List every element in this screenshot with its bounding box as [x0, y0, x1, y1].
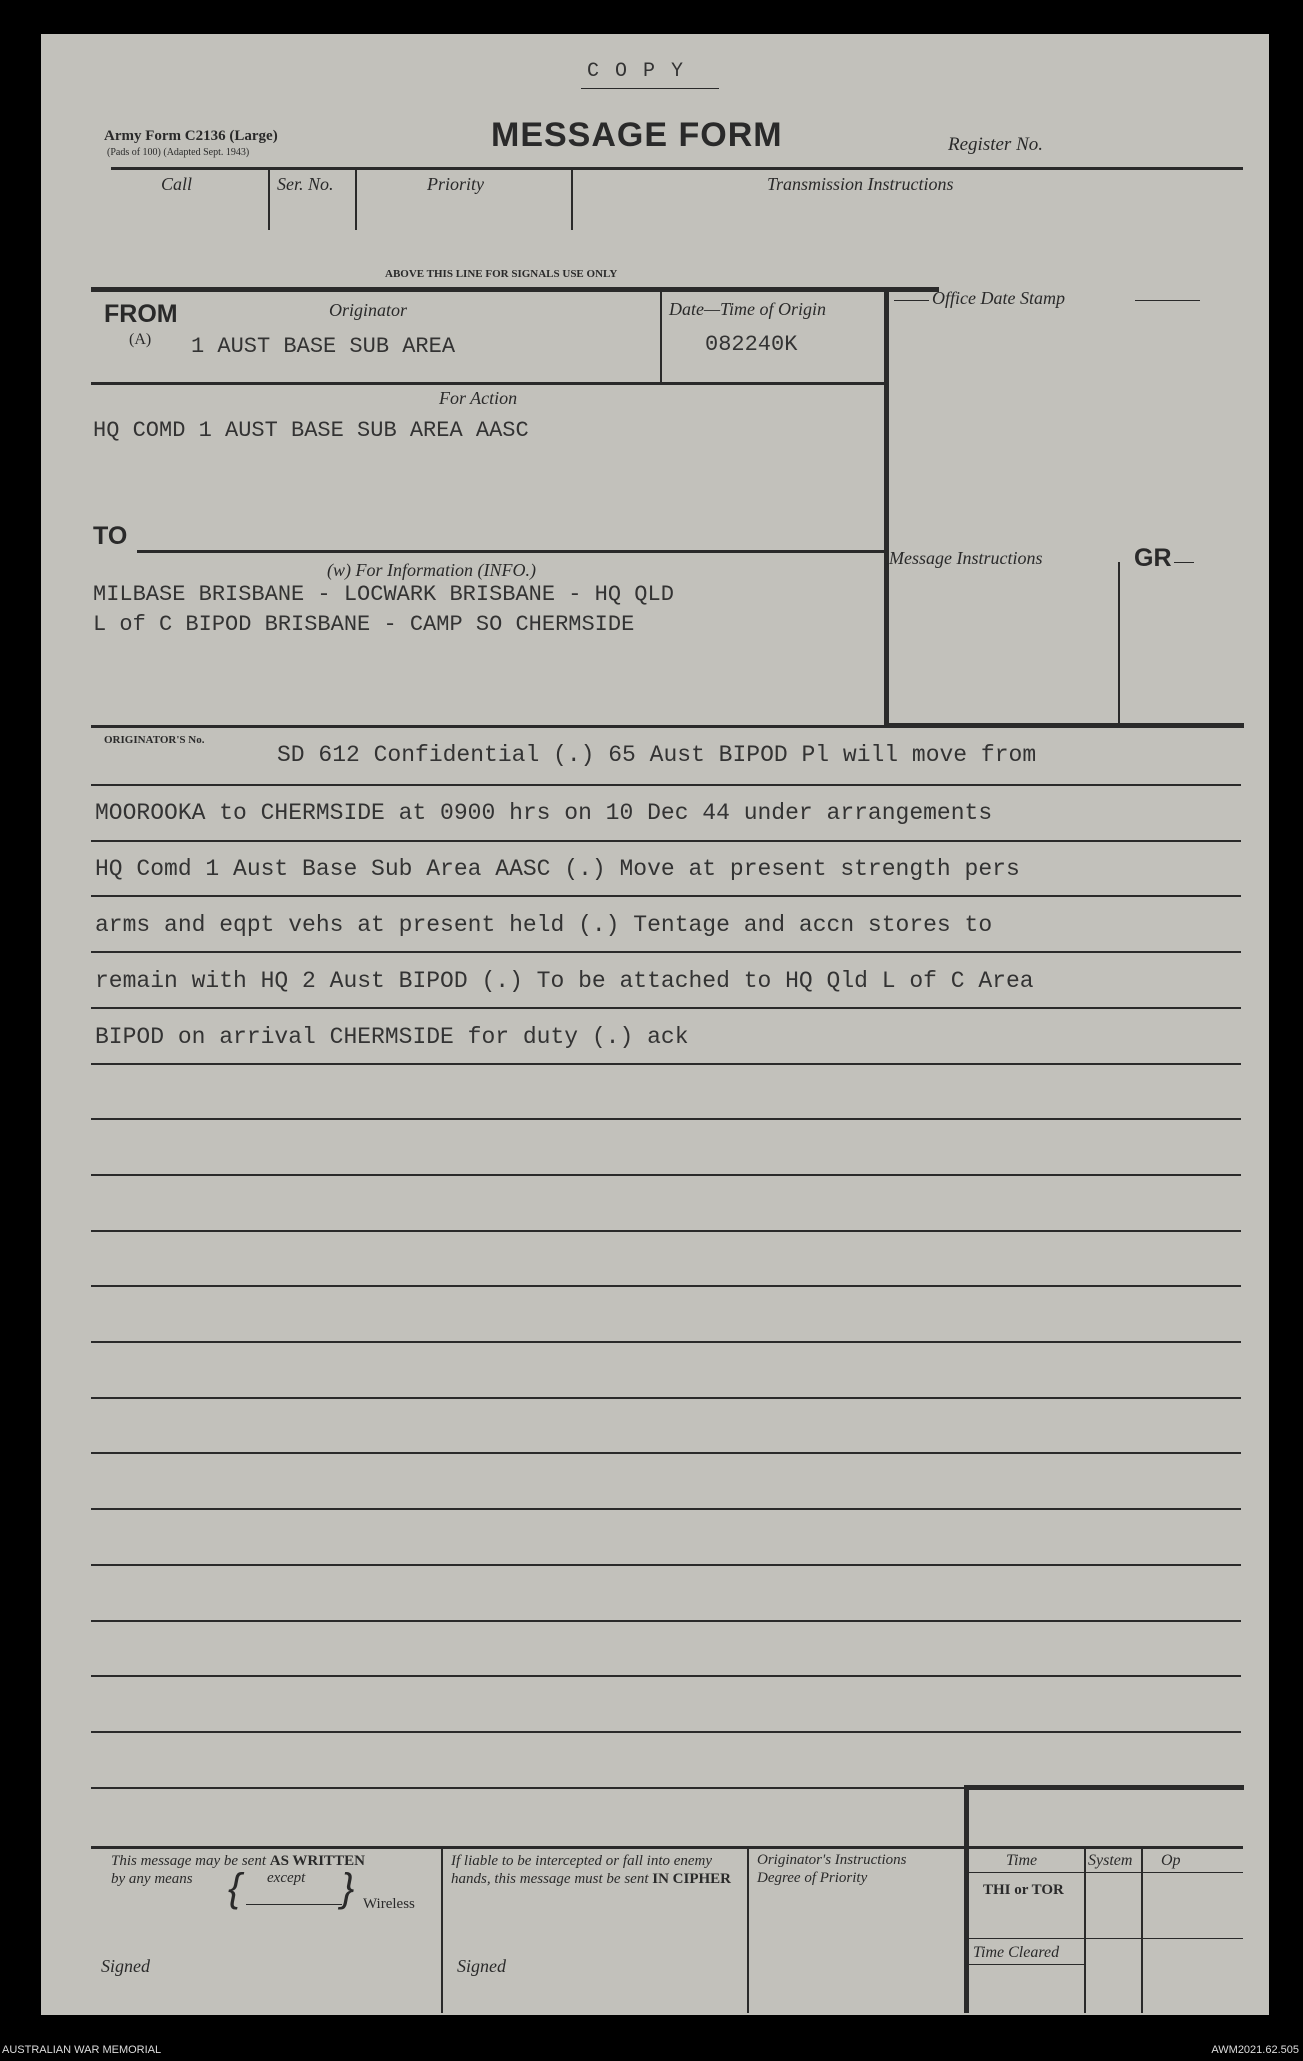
pads-note: (Pads of 100) (Adapted Sept. 1943) [107, 147, 250, 158]
gr-label: GR [1134, 544, 1172, 572]
gr-rule [1174, 562, 1194, 563]
office-date-stamp-label: Office Date Stamp [932, 288, 1065, 308]
message-body-line-6: BIPOD on arrival CHERMSIDE for duty (.) ack [95, 1024, 689, 1050]
sent-note-line-2: by any means [111, 1871, 193, 1887]
time-label: Time [1006, 1852, 1038, 1869]
priority-label: Priority [427, 174, 484, 194]
signals-divider-3 [571, 170, 573, 230]
degree-of-priority-label: Degree of Priority [757, 1870, 868, 1886]
message-body-line-1: SD 612 Confidential (.) 65 Aust BIPOD Pl will move from [277, 742, 1037, 768]
signals-use-note: ABOVE THIS LINE FOR SIGNALS USE ONLY [385, 268, 618, 280]
bottom-box-top [964, 1785, 1244, 1790]
intercept-note-text: If liable to be intercepted or fall into enemy hands, this message must be sent [451, 1853, 713, 1887]
in-cipher-text: IN CIPHER [652, 1871, 732, 1887]
date-time-of-origin-value: 082240K [705, 332, 798, 357]
form-title: MESSAGE FORM [491, 116, 783, 154]
originators-rule [91, 725, 886, 728]
footer-credit: AUSTRALIAN WAR MEMORIAL [2, 2044, 162, 2056]
stamp-rule-right [1135, 300, 1200, 301]
body-ruled-line [91, 1230, 1241, 1232]
from-label: FROM [104, 300, 178, 328]
body-ruled-line [91, 1007, 1241, 1009]
ser-no-label: Ser. No. [277, 174, 334, 194]
op-label: Op [1161, 1852, 1181, 1869]
sent-note-line-1: This message may be sent [111, 1853, 266, 1869]
system-label: System [1088, 1852, 1133, 1869]
message-body-line-3: HQ Comd 1 Aust Base Sub Area AASC (.) Move at present strength pers [95, 856, 1020, 882]
call-label: Call [161, 174, 193, 194]
body-ruled-line [91, 1675, 1241, 1677]
body-ruled-line [91, 1397, 1241, 1399]
body-ruled-line [91, 1285, 1241, 1287]
body-ruled-line [91, 895, 1241, 897]
for-action-label: For Action [439, 388, 518, 408]
register-no-label: Register No. [948, 134, 1043, 155]
message-form-sheet [41, 34, 1269, 2015]
header-rule [111, 167, 1243, 170]
stamp-rule-left [894, 300, 929, 301]
message-body-line-4: arms and eqpt vehs at present held (.) Tentage and accn stores to [95, 912, 993, 938]
body-ruled-line [91, 1564, 1241, 1566]
originators-no-label: ORIGINATOR'S No. [104, 734, 205, 746]
originators-instructions-label: Originator's Instructions [757, 1852, 907, 1868]
copy-heading: C O P Y [587, 60, 686, 83]
transmission-instructions-label: Transmission Instructions [767, 174, 954, 194]
for-information-label: (w) For Information (INFO.) [327, 560, 536, 580]
bottom-box-left [964, 1785, 969, 2013]
body-ruled-line [91, 1731, 1241, 1733]
gr-divider [1118, 562, 1120, 725]
footer-accession-number: AWM2021.62.505 [1211, 2044, 1299, 2056]
originator-value: 1 AUST BASE SUB AREA [191, 334, 456, 359]
intercept-note [451, 1852, 743, 1888]
body-ruled-line [91, 784, 1241, 786]
time-cleared-label: Time Cleared [973, 1944, 1060, 1961]
copy-underline [581, 88, 719, 89]
except-rule [246, 1904, 342, 1905]
signed-label-2: Signed [457, 1956, 506, 1976]
for-information-line-2: L of C BIPOD BRISBANE - CAMP SO CHERMSIDE [93, 612, 635, 637]
body-ruled-line [91, 1452, 1241, 1454]
time-header-rule [969, 1872, 1243, 1873]
body-ruled-line [91, 1508, 1241, 1510]
from-sublabel: (A) [129, 331, 152, 348]
time-cleared-rule [969, 1964, 1085, 1965]
from-bottom-rule [91, 382, 886, 385]
for-information-line-1: MILBASE BRISBANE - LOCWARK BRISBANE - HQ QLD [93, 582, 674, 607]
body-ruled-line [91, 1174, 1241, 1176]
signals-divider-1 [268, 170, 270, 230]
message-body-line-5: remain with HQ 2 Aust BIPOD (.) To be attached to HQ Qld L of C Area [95, 968, 1034, 994]
signed-label-1: Signed [101, 1956, 150, 1976]
body-ruled-line [91, 1063, 1241, 1065]
message-body-line-2: MOOROOKA to CHERMSIDE at 0900 hrs on 10 Dec 44 under arrangements [95, 800, 993, 826]
except-label: except [267, 1870, 306, 1886]
left-brace: { [228, 1866, 242, 1910]
date-time-of-origin-label: Date—Time of Origin [669, 299, 827, 319]
main-box-right [884, 287, 889, 727]
to-rule [137, 550, 885, 553]
as-written-text: AS WRITTEN [269, 1853, 365, 1869]
dto-divider [660, 292, 662, 384]
body-ruled-line [91, 1620, 1241, 1622]
bottom-section-rule [91, 1846, 1243, 1849]
originator-label: Originator [329, 300, 408, 320]
wireless-label: Wireless [363, 1896, 415, 1912]
body-ruled-line [91, 951, 1241, 953]
right-brace: } [341, 1866, 355, 1910]
body-ruled-line [91, 1118, 1241, 1120]
to-label: TO [93, 522, 128, 550]
body-ruled-line [91, 1341, 1241, 1343]
main-box-bottom-right [884, 723, 1244, 728]
for-action-value: HQ COMD 1 AUST BASE SUB AREA AASC [93, 418, 529, 443]
signals-divider-2 [355, 170, 357, 230]
body-ruled-line [91, 840, 1241, 842]
main-box-top [91, 287, 939, 292]
bottom-divider-1 [441, 1848, 443, 2013]
army-form-number: Army Form C2136 (Large) [104, 128, 278, 144]
time-mid-rule [969, 1938, 1243, 1939]
thi-or-tor-label: THI or TOR [983, 1882, 1064, 1898]
bottom-divider-2 [747, 1848, 749, 2013]
message-instructions-label: Message Instructions [889, 548, 1043, 568]
